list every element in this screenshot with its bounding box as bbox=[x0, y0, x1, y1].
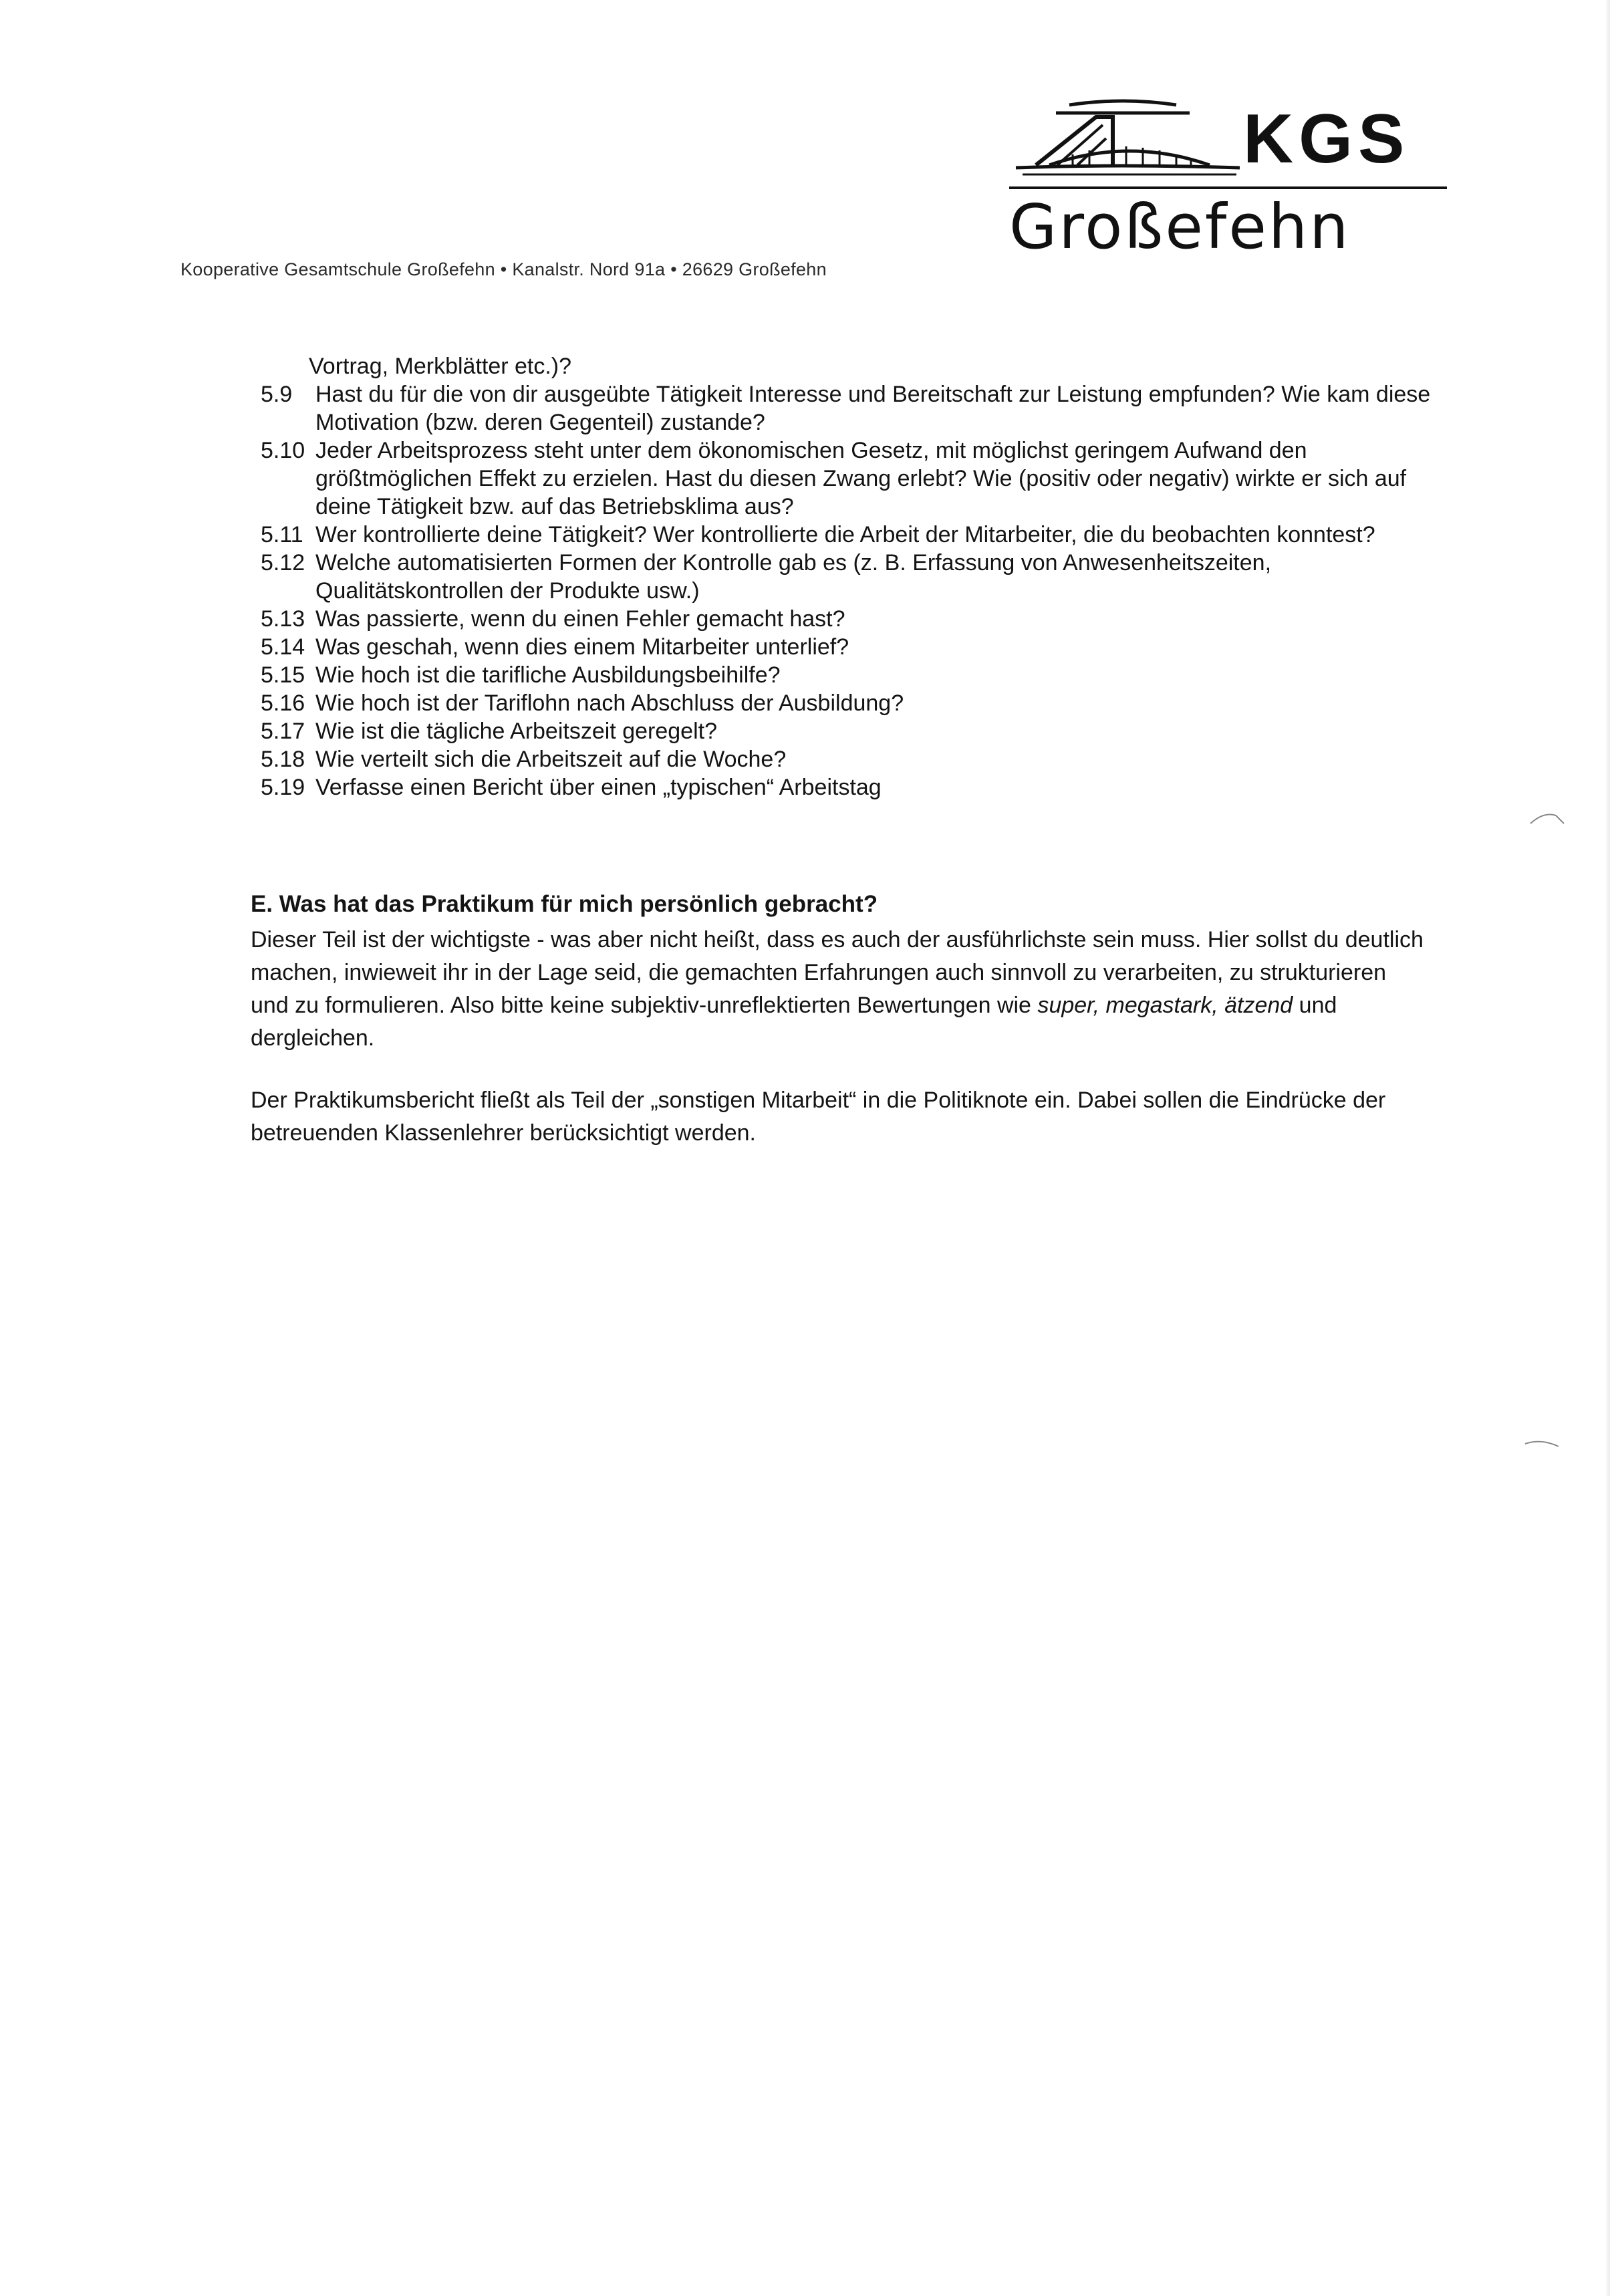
bullet-separator: • bbox=[500, 259, 507, 279]
question-text: Welche automatisierten Formen der Kontrolle gab es (z. B. Erfassung von Anwesenheitszeiten, Qualitätskontrollen der Produkte usw.) bbox=[315, 550, 1272, 604]
question-item bbox=[261, 745, 1437, 773]
school-name: Kooperative Gesamtschule Großefehn bbox=[180, 259, 495, 279]
question-number: 5.16 bbox=[261, 690, 305, 716]
section-e-paragraph-1 bbox=[251, 924, 1427, 1055]
question-item bbox=[261, 436, 1437, 521]
example-words: super, megastark, ätzend bbox=[1037, 993, 1293, 1018]
question-text: Wer kontrollierte deine Tätigkeit? Wer kontrollierte die Arbeit der Mitarbeiter, die du beobachten konntest? bbox=[315, 522, 1375, 547]
question-item bbox=[261, 633, 1437, 661]
paragraph-tail: und dergleichen. bbox=[251, 993, 1337, 1051]
school-street: Kanalstr. Nord 91a bbox=[512, 259, 666, 279]
question-text: Wie verteilt sich die Arbeitszeit auf die Woche? bbox=[315, 747, 787, 772]
question-number: 5.11 bbox=[261, 522, 303, 547]
question-item bbox=[261, 661, 1437, 689]
logo-abbreviation: KGS bbox=[1243, 100, 1410, 178]
scan-mark bbox=[1529, 810, 1565, 826]
question-continuation: Vortrag, Merkblätter etc.)? bbox=[309, 354, 572, 379]
question-number: 5.13 bbox=[261, 606, 305, 632]
question-number: 5.14 bbox=[261, 634, 305, 660]
question-text: Jeder Arbeitsprozess steht unter dem ökonomischen Gesetz, mit möglichst geringem Aufwand den größtmöglichen Effekt zu erzielen. Hast du diesen Zwang erlebt? Wie (positiv oder negativ) wirkte er sich auf deine Tätigkeit bzw. auf das Betriebsklima aus? bbox=[315, 438, 1407, 519]
question-number: 5.15 bbox=[261, 662, 305, 688]
paragraph-text: Dieser Teil ist der wichtigste - was aber nicht heißt, dass es auch der ausführlichste sein muss. Hier sollst du deutlich machen, inwieweit ihr in der Lage seid, die gemachten Erfahrungen auch sinnvoll zu verarbeiten, zu strukturieren und zu formulieren. Also bitte keine subjektiv-unreflektierten Bewertungen wie bbox=[251, 927, 1424, 1018]
logo-town: Großefehn bbox=[1009, 191, 1351, 263]
question-number: 5.12 bbox=[261, 550, 305, 576]
page-edge bbox=[1606, 0, 1610, 2296]
question-item bbox=[261, 521, 1437, 549]
question-number: 5.9 bbox=[261, 382, 293, 407]
question-list bbox=[261, 352, 1437, 801]
letterhead-address bbox=[180, 259, 827, 280]
scan-mark bbox=[1524, 1437, 1560, 1453]
question-text: Was passierte, wenn du einen Fehler gemacht hast? bbox=[315, 606, 845, 632]
question-item bbox=[261, 380, 1437, 436]
question-text: Wie hoch ist die tarifliche Ausbildungsbeihilfe? bbox=[315, 662, 781, 688]
bullet-separator: • bbox=[670, 259, 677, 279]
question-item bbox=[261, 773, 1437, 801]
question-item bbox=[261, 717, 1437, 745]
question-number: 5.19 bbox=[261, 775, 305, 800]
school-logo bbox=[1009, 90, 1470, 264]
question-item bbox=[261, 605, 1437, 633]
question-text: Wie hoch ist der Tariflohn nach Abschluss der Ausbildung? bbox=[315, 690, 904, 716]
school-postal-city: 26629 Großefehn bbox=[682, 259, 827, 279]
section-e-paragraph-2: Der Praktikumsbericht fließt als Teil der „sonstigen Mitarbeit“ in die Politiknote ein. Dabei sollen die Eindrücke der betreuenden Klassenlehrer berücksichtigt werden. bbox=[251, 1088, 1386, 1146]
school-logo-graphic bbox=[1009, 90, 1470, 264]
question-number: 5.18 bbox=[261, 747, 305, 772]
question-item bbox=[261, 689, 1437, 717]
question-text: Hast du für die von dir ausgeübte Tätigkeit Interesse und Bereitschaft zur Leistung empfunden? Wie kam diese Motivation (bzw. deren Gegenteil) zustande? bbox=[315, 382, 1431, 435]
question-number: 5.10 bbox=[261, 438, 305, 463]
section-e bbox=[251, 889, 1427, 1150]
question-item bbox=[261, 549, 1437, 605]
question-number: 5.17 bbox=[261, 719, 305, 744]
question-text: Was geschah, wenn dies einem Mitarbeiter unterlief? bbox=[315, 634, 849, 660]
section-e-heading: E. Was hat das Praktikum für mich persönlich gebracht? bbox=[251, 891, 878, 917]
question-text: Wie ist die tägliche Arbeitszeit geregelt? bbox=[315, 719, 717, 744]
question-text: Verfasse einen Bericht über einen „typischen“ Arbeitstag bbox=[315, 775, 882, 800]
